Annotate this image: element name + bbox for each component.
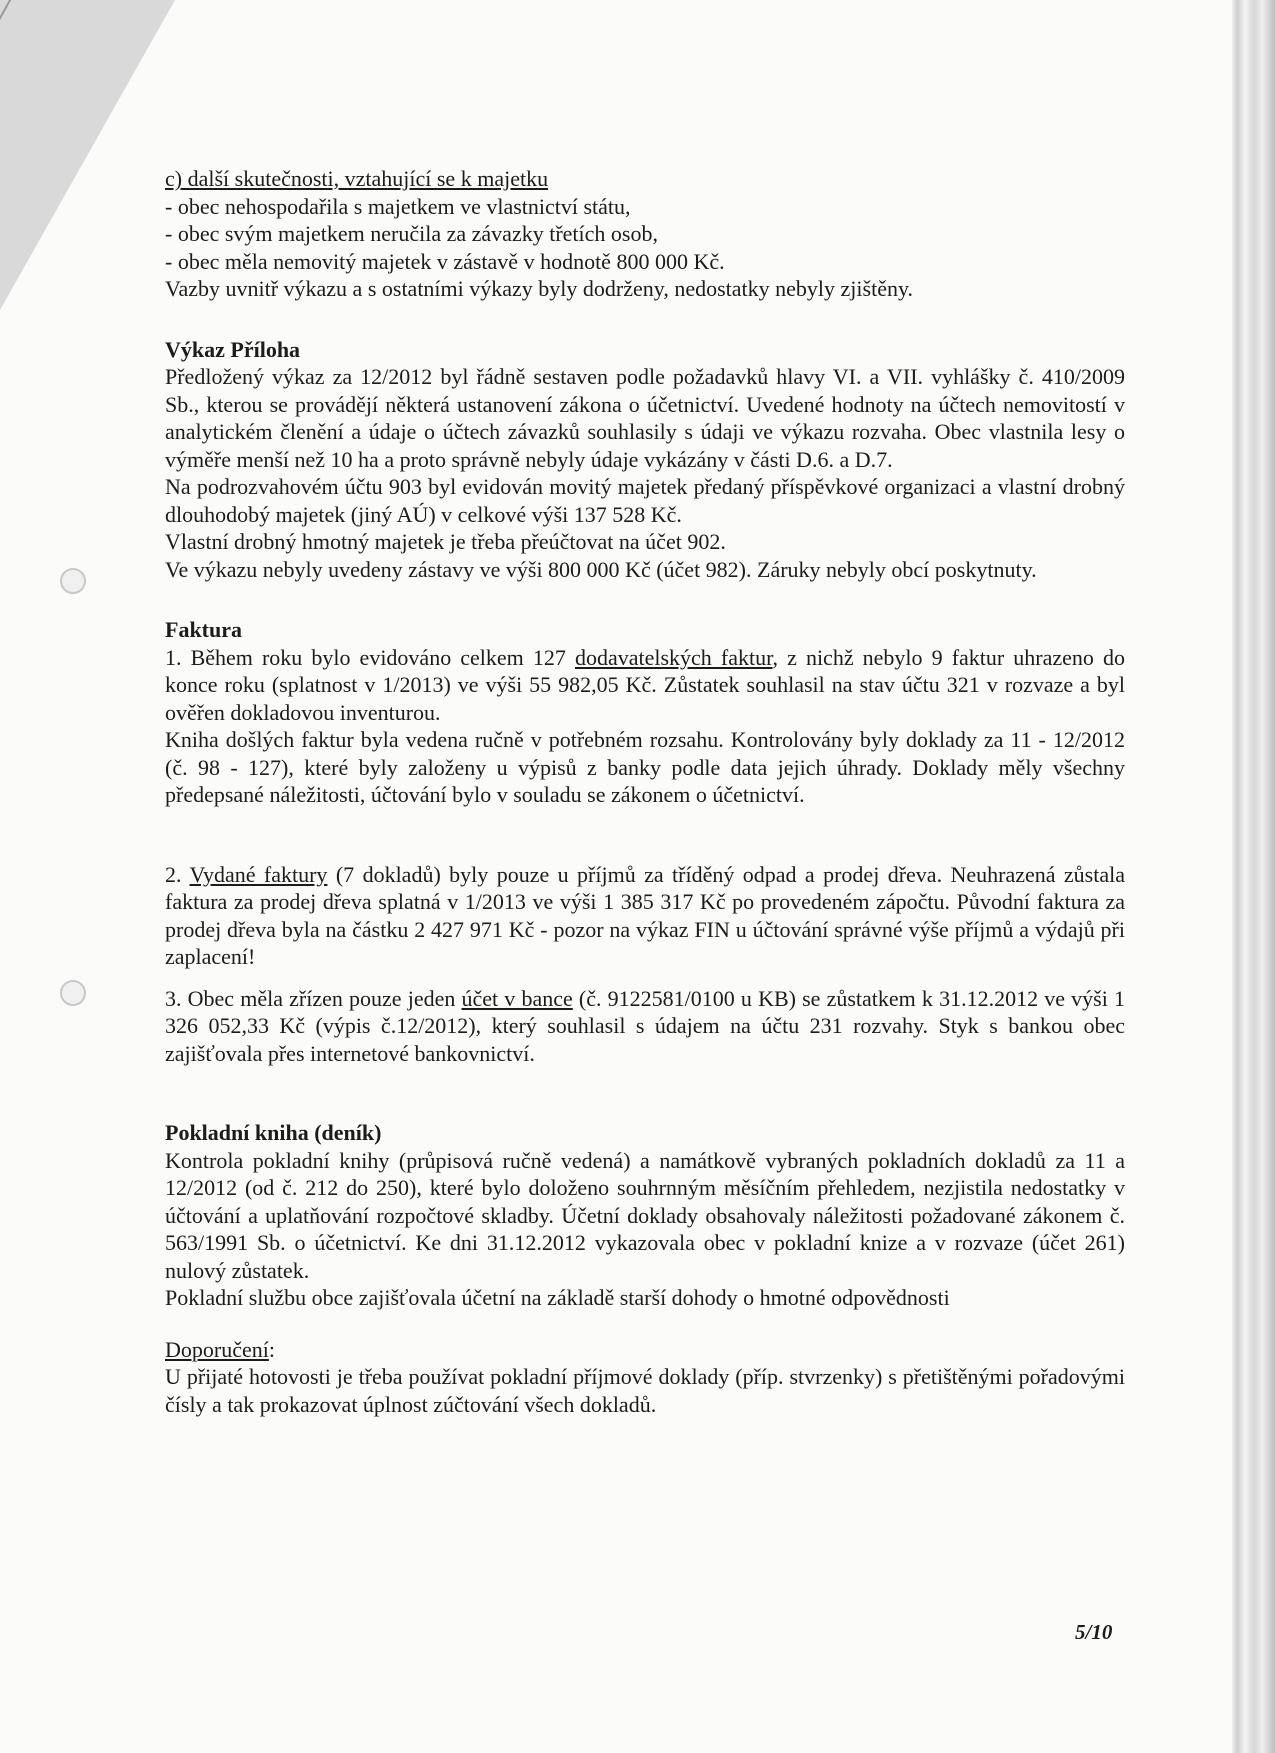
faktura-paragraph-1: 1. Během roku bylo evidováno celkem 127 dodavatelských faktur, z nichž nebylo 9 faktur uhrazeno do konce roku (splatnost v 1/2013) ve výši 55 982,05 Kč. Zůstatek souhlasil na stav účtu 321 v rozvaze a byl ověřen dokladovou inventurou. [165, 644, 1125, 725]
stacked-page-edges [1232, 0, 1275, 1753]
vykaz-priloha-paragraph: Předložený výkaz za 12/2012 byl řádně sestaven podle požadavků hlavy VI. a VII. vyhlášky č. 410/2009 Sb., kterou se provádějí některá ustanovení zákona o účetnictví. Uvedené hodnoty na účtech nemovitostí v analytickém členění a údaje o účtech závazků souhlasily s údaji ve výkazu rozvaha. Obec vlastnila lesy o výměře menší než 10 ha a proto správně nebyly údaje vykázány v části D.6. a D.7. [165, 364, 1125, 472]
list-item: - obec svým majetkem neručila za závazky třetích osob, [165, 221, 658, 246]
faktura-paragraph-4: 3. Obec měla zřízen pouze jeden účet v bance (č. 9122581/0100 u KB) se zůstatkem k 31.12.2012 ve výši 1 326 052,33 Kč (výpis č.12/2012), který souhlasil s údajem na účtu 231 rozvahy. Styk s bankou obec zajišťovala přes internetové bankovnictví. [165, 985, 1125, 1066]
vykaz-priloha-paragraph: Vlastní drobný hmotný majetek je třeba přeúčtovat na účet 902. [165, 529, 726, 554]
list-item: - obec nehospodařila s majetkem ve vlastnictví státu, [165, 193, 631, 219]
vykaz-priloha-paragraph: Ve výkazu nebyly uvedeny zástavy ve výši 800 000 Kč (účet 982). Záruky nebyly obcí poskytnuty. [165, 556, 1037, 582]
faktura-paragraph-2: Kniha došlých faktur byla vedena ručně v potřebném rozsahu. Kontrolovány byly doklady za 11 - 12/2012 (č. 98 - 127), které byly založeny u výpisů z banky podle data jejich úhrady. Doklady měly všechny předepsané náležitosti, účtování bylo v souladu se zákonem o účetnictví. [165, 727, 1125, 807]
pokladni-kniha-paragraph: Pokladní službu obce zajišťovala účetní na základě starší dohody o hmotné odpovědnosti [165, 1285, 950, 1310]
doporuceni-label: Doporučení: [165, 1336, 275, 1362]
doporuceni-text: U přijaté hotovosti je třeba používat pokladní příjmové doklady (příp. stvrzenky) s přetištěnými pořadovými čísly a tak prokazovat úplnost zúčtování všech dokladů. [165, 1364, 1125, 1417]
pokladni-kniha-heading: Pokladní kniha (deník) [165, 1120, 382, 1145]
faktura-heading: Faktura [165, 617, 242, 642]
page-number: 5/10 [1075, 1620, 1113, 1644]
faktura-paragraph-3: 2. Vydané faktury (7 dokladů) byly pouze u příjmů za tříděný odpad a prodej dřeva. Neuhrazená zůstala faktura za prodej dřeva splatná v 1/2013 ve výši 1 385 317 Kč po provedeném zápočtu. Původní faktura za prodej dřeva byla na částku 2 427 971 Kč - pozor na výkaz FIN u účtování správné výše příjmů a výdajů při zaplacení! [165, 861, 1125, 969]
list-item: - obec měla nemovitý majetek v zástavě v hodnotě 800 000 Kč. [165, 248, 725, 274]
vykaz-priloha-paragraph: Na podrozvahovém účtu 903 byl evidován movitý majetek předaný příspěvkové organizaci a vlastní drobný dlouhodobý majetek (jiný AÚ) v celkové výši 137 528 Kč. [165, 474, 1125, 527]
section-c-heading: c) další skutečnosti, vztahující se k majetku [165, 166, 549, 191]
punch-hole [60, 980, 86, 1006]
section-c-closing: Vazby uvnitř výkazu a s ostatními výkazy byly dodrženy, nedostatky nebyly zjištěny. [165, 276, 914, 301]
document-body [165, 165, 1125, 1418]
pokladni-kniha-paragraph: Kontrola pokladní knihy (průpisová ručně vedená) a namátkově vybraných pokladních dokladů za 11 a 12/2012 (od č. 212 do 250), které bylo doloženo souhrnným měsíčním přehledem, nezjistila nedostatky v účtování a uplatňování rozpočtové skladby. Účetní doklady obsahovaly náležitosti požadované zákonem č. 563/1991 Sb. o účetnictví. Ke dni 31.12.2012 vykazovala obec v pokladní knize a v rozvaze (účet 261) nulový zůstatek. [165, 1147, 1125, 1283]
vykaz-priloha-heading: Výkaz Příloha [165, 336, 301, 362]
punch-hole [60, 568, 86, 594]
folded-corner [0, 0, 175, 310]
